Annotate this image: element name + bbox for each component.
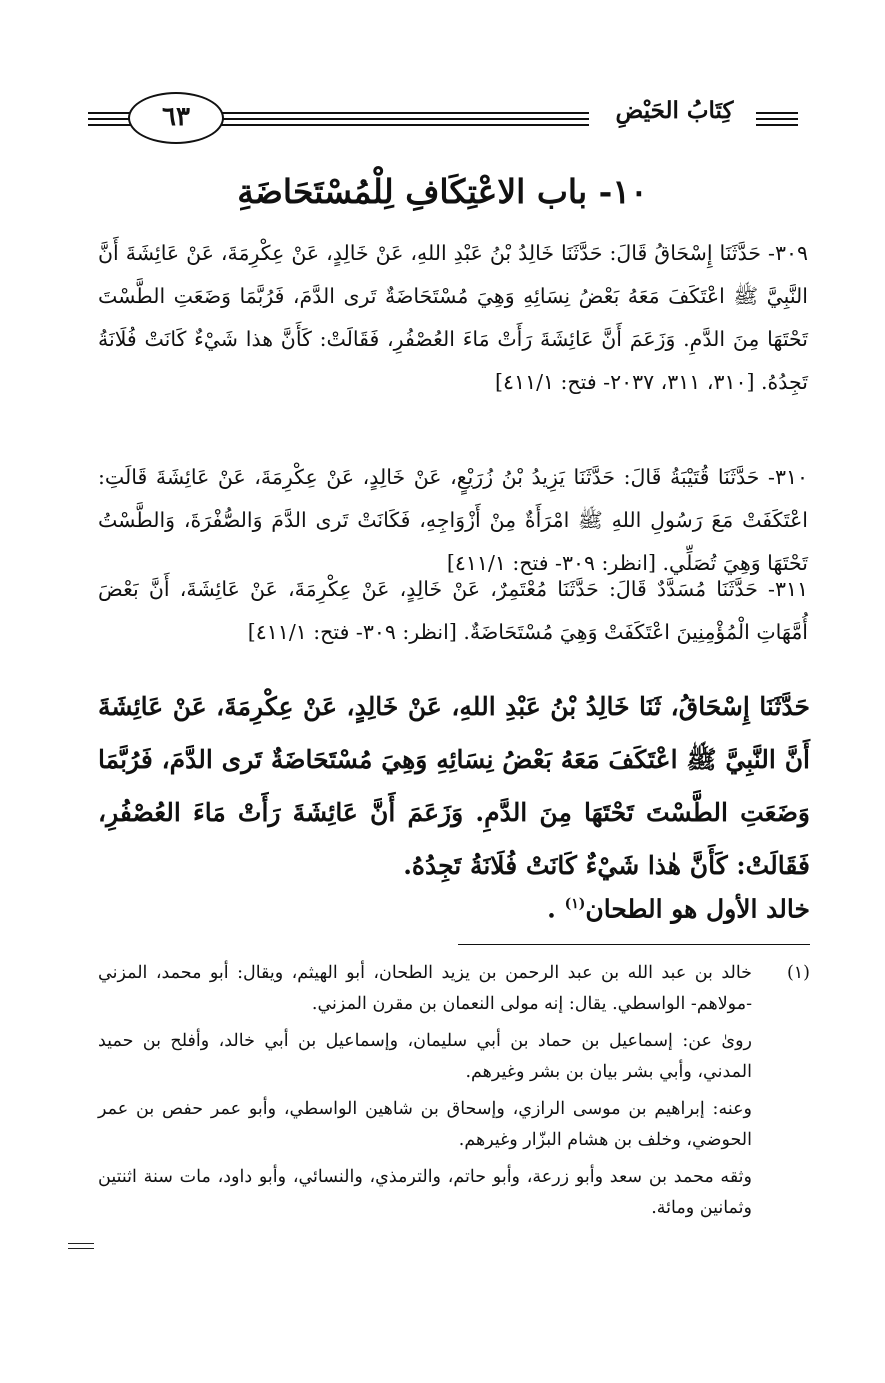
margin-mark [68,1248,94,1249]
footnote-paragraph: وثقه محمد بن سعد وأبو زرعة، وأبو حاتم، والترمذي، والنسائي، وأبو داود، مات سنة اثنتين وثمانين ومائة. [98,1167,752,1218]
margin-mark [68,1243,94,1244]
note-end: . [547,894,565,924]
footnote-marker: (١) [786,963,810,983]
header-rule [756,118,798,120]
footnote-paragraph: وعنه: إبراهيم بن موسى الرازي، وإسحاق بن شاهين الواسطي، وأبو عمر حفص بن عمر الحوضي، وخلف بن هشام البزّار وغيرهم. [98,1099,752,1150]
page-number: ٦٣ [128,92,224,144]
chapter-title: ١٠- باب الاعْتِكَافِ لِلْمُسْتَحَاضَةِ [237,172,648,211]
footnote-paragraph: روىٰ عن: إسماعيل بن حماد بن أبي سليمان، وإسماعيل بن أبي خالد، وأفلح بن حميد المدني، وأبي بشر بيان بن بشر وغيرهم. [98,1031,752,1082]
header-rule [756,124,798,126]
commentary-note [98,878,810,935]
hadith-309: ٣٠٩- حَدَّثَنَا إِسْحَاقُ قَالَ: حَدَّثَنَا خَالِدُ بْنُ عَبْدِ اللهِ، عَنْ خَالِدٍ، عَنْ عِكْرِمَةَ، عَنْ عَائِشَةَ أَنَّ النَّبِيَّ ﷺ اعْتَكَفَ مَعَهُ بَعْضُ نِسَائِهِ وَهِيَ مُسْتَحَاضَةٌ تَرى الدَّمَ، فَرُبَّمَا وَضَعَتِ الطَّسْتَ تَحْتَهَا مِنَ الدَّمِ. وَزَعَمَ أَنَّ عَائِشَةَ رَأَتْ مَاءَ العُصْفُرِ، فَقَالَتْ: كَأَنَّ هذا شَيْءٌ كَانَتْ فُلَانَةُ تَجِدُهُ. [٣١٠، ٣١١، ٢٠٣٧- فتح: ٤١١/١] [98,241,808,394]
commentary-text: حَدَّثَنَا إِسْحَاقُ، ثَنَا خَالِدُ بْنُ عَبْدِ اللهِ، عَنْ خَالِدٍ، عَنْ عِكْرِمَةَ، عَنْ عَائِشَةَ أَنَّ النَّبِيَّ ﷺ اعْتَكَفَ مَعَهُ بَعْضُ نِسَائِهِ وَهِيَ مُسْتَحَاضَةٌ تَرى الدَّمَ، فَرُبَّمَا وَضَعَتِ الطَّسْتَ تَحْتَهَا مِنَ الدَّمِ. وَزَعَمَ أَنَّ عَائِشَةَ رَأَتْ مَاءَ العُصْفُرِ، فَقَالَتْ: كَأَنَّ هٰذا شَيْءٌ كَانَتْ فُلَانَةُ تَجِدُهُ. [98,692,810,880]
header-rule [206,124,589,126]
header-rule [756,112,798,114]
note-text: خالد الأول هو الطحان [585,894,810,924]
footnote-paragraph: خالد بن عبد الله بن عبد الرحمن بن يزيد الطحان، أبو الهيثم، ويقال: أبو محمد، المزني -مولاهم- الواسطي. يقال: إنه مولى النعمان بن مقرن المزني. [98,963,752,1014]
header-rule [206,112,589,114]
hadith-311: ٣١١- حَدَّثَنَا مُسَدَّدٌ قَالَ: حَدَّثَنَا مُعْتَمِرٌ، عَنْ خَالِدٍ، عَنْ عِكْرِمَةَ، عَنْ عَائِشَةَ، أَنَّ بَعْضَ أُمَّهَاتِ الْمُؤْمِنِينَ اعْتَكَفَتْ وَهِيَ مُسْتَحَاضَةٌ. [انظر: ٣٠٩- فتح: ٤١١/١] [98,577,808,644]
footnote-reference: (١) [564,896,586,912]
page-header [88,94,798,142]
hadith-310: ٣١٠- حَدَّثَنَا قُتَيْبَةُ قَالَ: حَدَّثَنَا يَزِيدُ بْنُ زُرَيْعٍ، عَنْ خَالِدٍ، عَنْ عِكْرِمَةَ، عَنْ عَائِشَةَ قَالَتِ: اعْتَكَفَتْ مَعَ رَسُولِ اللهِ ﷺ امْرَأَةٌ مِنْ أَزْوَاجِهِ، فَكَانَتْ تَرى الدَّمَ وَالصُّفْرَةَ، وَالطَّسْتُ تَحْتَهَا وَهِيَ تُصَلِّي. [انظر: ٣٠٩- فتح: ٤١١/١] [98,465,808,575]
footnote-separator [458,944,810,945]
book-title: كِتَابُ الحَيْضِ [615,97,734,124]
footnote-body [98,958,752,1230]
header-rule [206,118,589,120]
